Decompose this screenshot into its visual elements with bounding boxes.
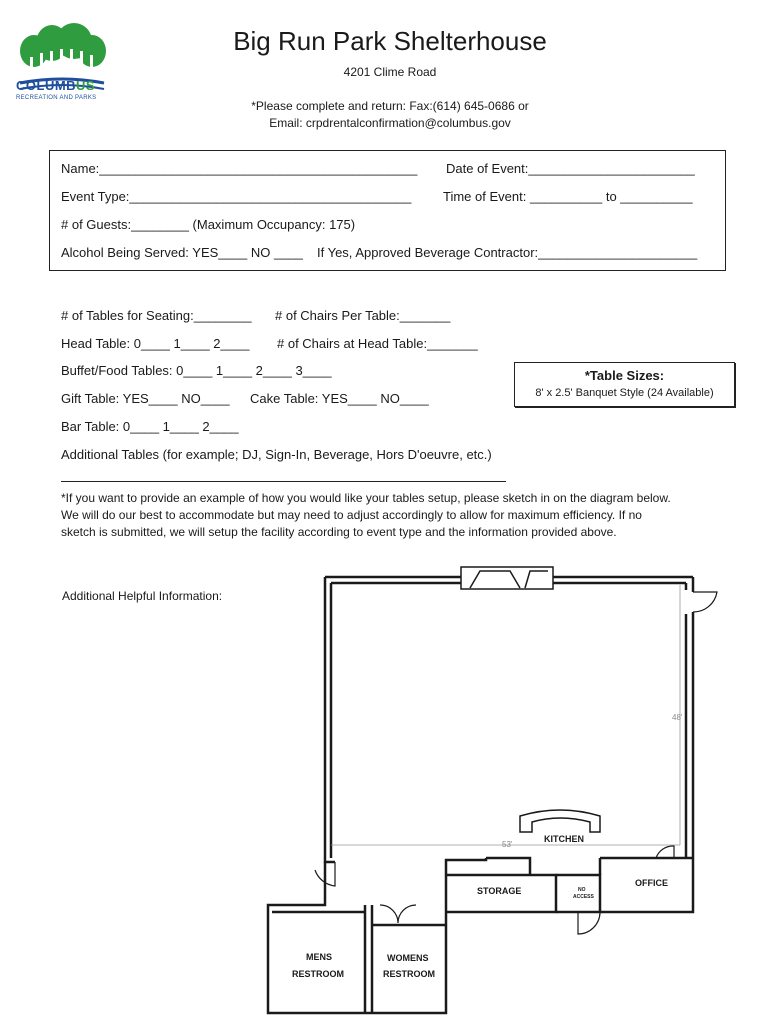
fireplace: [461, 567, 553, 589]
instructions-line-1: *Please complete and return: Fax:(614) 645-0686 or: [251, 99, 529, 113]
guests-field[interactable]: # of Guests:________ (Maximum Occupancy: 175): [61, 217, 356, 232]
tables-seating-field[interactable]: # of Tables for Seating:________: [61, 308, 252, 323]
table-sizes-value: 8' x 2.5' Banquet Style (24 Available): [535, 387, 714, 399]
additional-tables-label: Additional Tables (for example; DJ, Sign-In, Beverage, Hors D'oeuvre, etc.): [61, 447, 492, 462]
kitchen-label: KITCHEN: [544, 834, 584, 844]
womens-label-2: RESTROOM: [383, 969, 436, 979]
storage-label: STORAGE: [477, 886, 522, 896]
restroom-divider: [365, 905, 372, 1013]
mens-label-2: RESTROOM: [292, 969, 345, 979]
address: 4201 Clime Road: [343, 65, 437, 79]
corridor-wall: [268, 858, 486, 1013]
note-line-1: *If you want to provide an example of how you would like your tables setup, please sketch in on the diagram below.: [61, 491, 671, 505]
no-access-label-2: ACCESS: [573, 894, 594, 900]
event-type-field[interactable]: Event Type:_______________________________________: [61, 189, 412, 204]
floor-plan-diagram[interactable]: [262, 566, 732, 1021]
time-field[interactable]: Time of Event: __________ to __________: [443, 189, 693, 204]
womens-label-1: WOMENS: [387, 953, 429, 963]
head-chairs-field[interactable]: # of Chairs at Head Table:_______: [277, 336, 478, 351]
restroom-top: [272, 912, 446, 925]
additional-info-label: Additional Helpful Information:: [62, 589, 223, 603]
door-corridor-swing: [380, 905, 416, 923]
name-field[interactable]: Name:____________________________________________: [61, 161, 418, 176]
gift-table-field[interactable]: Gift Table: YES____ NO____: [61, 391, 230, 406]
dim-height-label: 48': [672, 713, 683, 722]
inner-wall: [331, 583, 686, 858]
note-line-2: We will do our best to accommodate but may need to adjust accordingly to allow for maximum efficiency. If no: [61, 508, 642, 522]
logo-subtitle: RECREATION AND PARKS: [16, 95, 97, 101]
door-right-swing: [693, 592, 717, 612]
contractor-field[interactable]: If Yes, Approved Beverage Contractor:______________________: [317, 245, 698, 260]
date-field[interactable]: Date of Event:_______________________: [446, 161, 695, 176]
note-line-3: sketch is submitted, we will setup the facility according to event type and the information provided above.: [61, 525, 617, 539]
mens-label-1: MENS: [306, 952, 333, 962]
office-label: OFFICE: [635, 878, 668, 888]
kitchen-wall: [486, 858, 600, 875]
door-office-swing: [656, 846, 674, 858]
cake-table-field[interactable]: Cake Table: YES____ NO____: [250, 391, 429, 406]
chairs-per-table-field[interactable]: # of Chairs Per Table:_______: [275, 308, 451, 323]
additional-tables-line[interactable]: [61, 481, 506, 482]
bar-table-field[interactable]: Bar Table: 0____ 1____ 2____: [61, 419, 239, 434]
alcohol-field[interactable]: Alcohol Being Served: YES____ NO ____: [61, 245, 303, 260]
buffet-tables-field[interactable]: Buffet/Food Tables: 0____ 1____ 2____ 3____: [61, 363, 332, 378]
hall-wall-right: [600, 577, 693, 912]
kitchen-counter: [520, 810, 600, 832]
table-sizes-title: *Table Sizes:: [584, 368, 665, 383]
page-title: Big Run Park Shelterhouse: [233, 26, 547, 56]
door-noaccess-swing: [578, 912, 600, 934]
head-table-field[interactable]: Head Table: 0____ 1____ 2____: [61, 336, 250, 351]
columbus-tree-logo: [16, 8, 108, 108]
table-sizes-box: [514, 362, 735, 407]
dim-width-label: 53': [502, 840, 513, 849]
no-access-label-1: NO: [578, 887, 586, 893]
instructions-line-2: Email: crpdrentalconfirmation@columbus.gov: [269, 116, 511, 130]
logo-wordmark: COLUMBUS: [16, 78, 96, 93]
